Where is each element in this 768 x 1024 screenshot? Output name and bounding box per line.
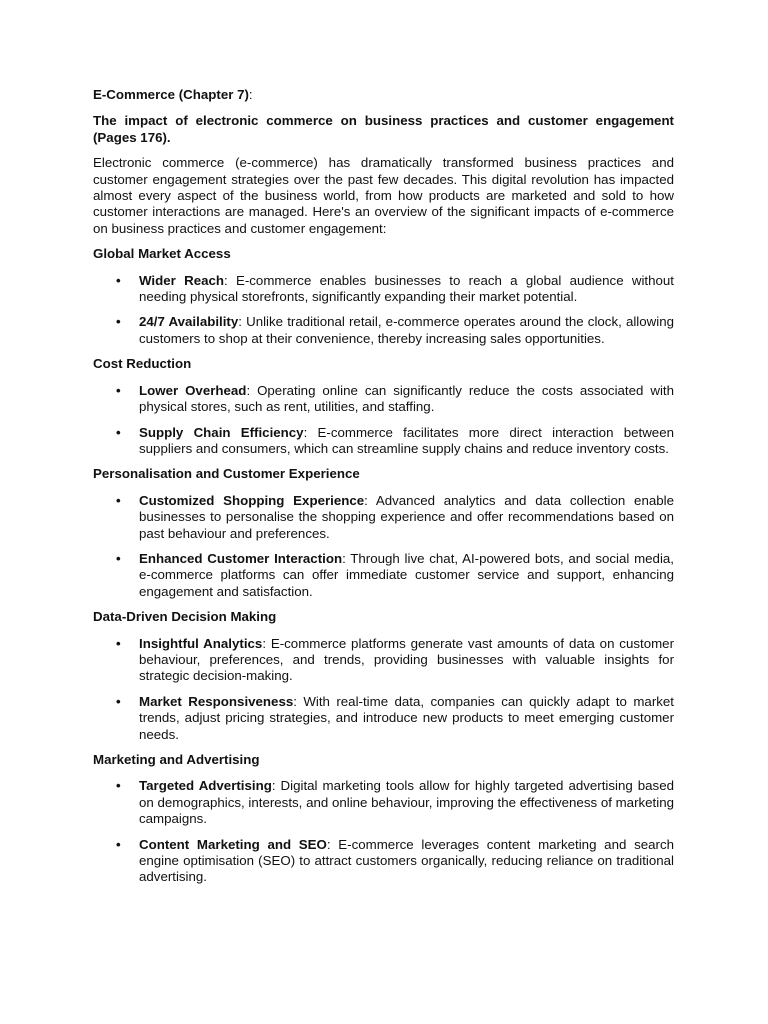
document-subtitle: The impact of electronic commerce on business practices and customer engagement (Pages 176). [93, 113, 674, 145]
bullet-dot-icon: • [116, 424, 121, 440]
bullet-text: : Through live chat, AI-powered bots, and social media, e-commerce platforms can offer immediate customer service and support, enhancing engagement and satisfaction. [139, 550, 674, 599]
bullet-item [93, 551, 674, 600]
bullet-item [93, 837, 674, 886]
bullet-dot-icon: • [116, 272, 121, 288]
section-heading: Personalisation and Customer Experience [93, 466, 360, 482]
bullet-dot-icon: • [116, 635, 121, 651]
chapter-title [93, 87, 674, 103]
bullet-term: Supply Chain Efficiency [139, 424, 304, 440]
bullet-item [93, 778, 674, 827]
bullet-term: Enhanced Customer Interaction [139, 550, 343, 566]
bullet-item [93, 273, 674, 306]
section-heading: Data-Driven Decision Making [93, 609, 277, 625]
bullet-dot-icon: • [116, 693, 121, 709]
bullet-dot-icon: • [116, 550, 121, 566]
sections-container [93, 246, 674, 886]
bullet-text: : Operating online can significantly reduce the costs associated with physical stores, such as rent, utilities, and staffing. [139, 382, 674, 415]
bullet-text: : E-commerce platforms generate vast amounts of data on customer behaviour, preferences, and trends, providing businesses with valuable insights for strategic decision-making. [139, 635, 674, 684]
bullet-dot-icon: • [116, 382, 121, 398]
bullet-term: Wider Reach [139, 272, 225, 288]
bullet-text: : E-commerce facilitates more direct interaction between suppliers and consumers, which can streamline supply chains and reduce inventory costs. [139, 424, 674, 456]
document-page [93, 87, 674, 895]
bullet-dot-icon: • [116, 492, 121, 508]
bullet-term: 24/7 Availability [139, 314, 239, 330]
bullet-item [93, 493, 674, 542]
bullet-term: Insightful Analytics [139, 635, 263, 651]
bullet-item [93, 636, 674, 685]
bullet-item [93, 383, 674, 416]
bullet-item [93, 694, 674, 743]
bullet-list [93, 778, 674, 885]
bullet-text: : Unlike traditional retail, e-commerce operates around the clock, allowing customers to shop at their convenience, thereby increasing sales opportunities. [139, 314, 674, 346]
bullet-term: Market Responsiveness [139, 693, 294, 709]
chapter-title-text: E-Commerce (Chapter 7) [93, 87, 249, 102]
bullet-dot-icon: • [116, 836, 121, 852]
bullet-list [93, 383, 674, 458]
bullet-dot-icon: • [116, 778, 121, 794]
chapter-title-suffix: : [248, 87, 253, 102]
bullet-text: : E-commerce leverages content marketing and search engine optimisation (SEO) to attract customers organically, reducing reliance on traditional advertising. [139, 836, 674, 885]
bullet-text: : E-commerce enables businesses to reach a global audience without needing physical storefronts, significantly expanding their market potential. [139, 272, 674, 305]
bullet-dot-icon: • [116, 314, 121, 330]
bullet-term: Targeted Advertising [139, 778, 272, 794]
bullet-term: Content Marketing and SEO [139, 836, 327, 852]
section-heading: Marketing and Advertising [93, 752, 260, 767]
bullet-text: : Digital marketing tools allow for highly targeted advertising based on demographics, interests, and online behaviour, improving the effectiveness of marketing campaigns. [139, 778, 675, 827]
bullet-list [93, 636, 674, 743]
intro-paragraph: Electronic commerce (e-commerce) has dramatically transformed business practices and customer engagement strategies over the past few decades. This digital revolution has impacted almost every aspect of the business world, from how products are marketed and sold to how customer interactions are managed. Here's an overview of the significant impacts of e-commerce on business practices and customer engagement: [93, 155, 674, 236]
bullet-item [93, 425, 674, 458]
bullet-list [93, 273, 674, 348]
bullet-text: : Advanced analytics and data collection enable businesses to personalise the shopping experience and offer recommendations based on past behaviour and preferences. [139, 492, 674, 541]
section-heading: Global Market Access [93, 246, 231, 262]
bullet-list [93, 493, 674, 600]
section-heading: Cost Reduction [93, 356, 192, 372]
bullet-item [93, 314, 674, 347]
bullet-text: : With real-time data, companies can quickly adapt to market trends, adjust pricing strategies, and introduce new products to meet emerging customer needs. [139, 693, 674, 742]
bullet-term: Lower Overhead [139, 382, 247, 398]
bullet-term: Customized Shopping Experience [139, 492, 365, 508]
